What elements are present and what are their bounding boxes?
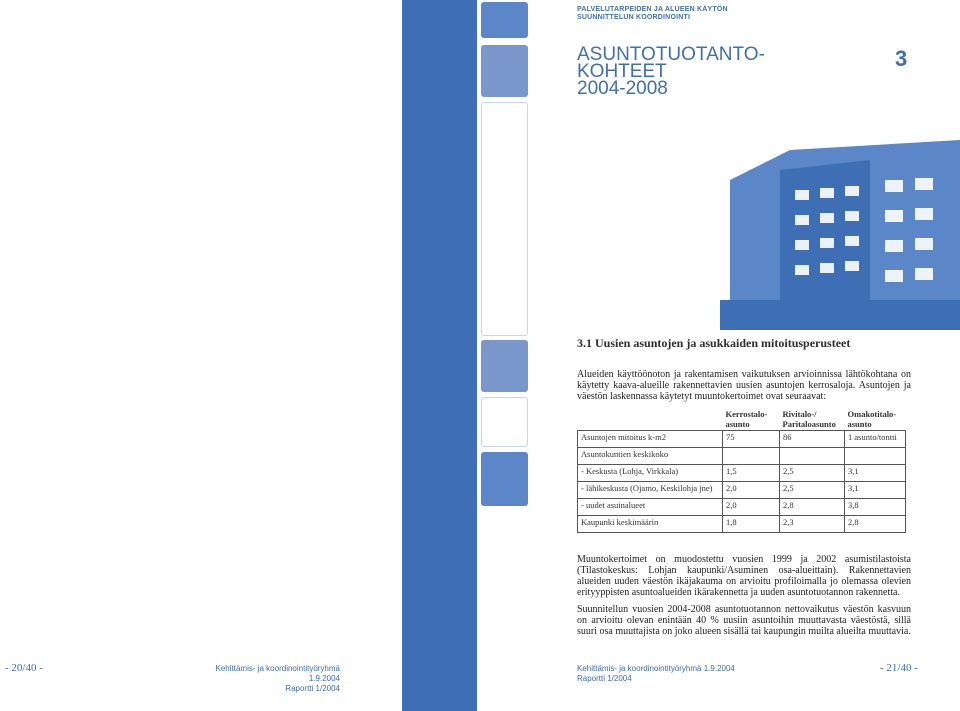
table-cell: Asuntokuntien keskikoko <box>578 448 723 465</box>
right-page-number: - 21/40 - <box>880 662 918 674</box>
table-cell: Asuntojen mitoitus k-m2 <box>578 431 723 448</box>
table-cell <box>723 448 780 465</box>
table-cell: 1 asunto/tontti <box>845 431 906 448</box>
conversion-table <box>577 408 906 533</box>
tab-6 <box>481 452 528 506</box>
title-line2: KOHTEET <box>577 61 667 82</box>
table-cell: - Keskusta (Lohja, Virkkala) <box>578 465 723 482</box>
table-cell: 2,8 <box>845 516 906 533</box>
table-cell: - lähikeskusta (Ojamo, Keskilohja jne) <box>578 482 723 499</box>
apartment-building-image <box>720 140 960 330</box>
table-row <box>578 448 906 465</box>
table-row <box>578 482 906 499</box>
table-cell: 1,5 <box>723 465 780 482</box>
title-line1: ASUNTOTUOTANTO- <box>577 44 765 65</box>
left-footer-line1: Kehittämis- ja koordinointityöryhmä 1.9.2004 <box>215 664 340 683</box>
right-footer <box>577 664 735 684</box>
table-cell: 2,0 <box>723 482 780 499</box>
table-row <box>578 499 906 516</box>
table-row <box>578 431 906 448</box>
running-header <box>577 6 728 22</box>
tab-4 <box>481 340 528 392</box>
running-header-line1: PALVELUTARPEIDEN JA ALUEEN KÄYTÖN <box>577 6 728 13</box>
table-cell <box>845 448 906 465</box>
table-cell: 75 <box>723 431 780 448</box>
table-cell: 2,3 <box>780 516 845 533</box>
tab-5 <box>481 397 528 447</box>
left-footer-line2: Raportti 1/2004 <box>285 684 340 693</box>
right-footer-line1: Kehittämis- ja koordinointityöryhmä 1.9.2004 <box>577 664 735 673</box>
left-page-number: - 20/40 - <box>5 662 43 674</box>
blue-spine <box>402 0 477 711</box>
table-cell: - uudet asuinalueet <box>578 499 723 516</box>
tab-3 <box>481 102 528 336</box>
table-cell: 3,8 <box>845 499 906 516</box>
table-header-row <box>578 408 906 431</box>
table-cell: 2,5 <box>780 482 845 499</box>
chapter-number: 3 <box>895 46 908 71</box>
table-cell: 1,8 <box>723 516 780 533</box>
table-cell: 86 <box>780 431 845 448</box>
table-cell: 2,5 <box>780 465 845 482</box>
table-cell: 2,0 <box>723 499 780 516</box>
paragraph-2: Muuntokertoimet on muodostettu vuosien 1999 ja 2002 asumistilastoista (Tilastokeskus: Lohjan kaupunki/Asuminen osa-alueittain). Rakennettavien alueiden uuden väestön ikäjakauma on arvioitu profiloimalla jo olemassa olevien erityyppisten asuntoalueiden ikärakennetta ja uuden asuntotuotannon rakennetta. <box>577 554 911 598</box>
table-header-kerrostalo: Kerrostalo- asunto <box>725 409 768 429</box>
table-cell: 3,1 <box>845 465 906 482</box>
title-line3: 2004-2008 <box>577 78 668 99</box>
paragraph-3: Suunnitellun vuosien 2004-2008 asuntotuotannon nettovaikutus väestön kasvuun on arvioitu olevan enintään 40 % uusiin asuntoihin muuttavasta väestöstä, sillä suuri osa muuttajista on joko alueen sisällä tai kaupungin muilta alueilta muuttavia. <box>577 604 911 637</box>
left-footer <box>200 664 340 694</box>
right-footer-line2: Raportti 1/2004 <box>577 674 632 683</box>
table-cell: 2,8 <box>780 499 845 516</box>
table-row <box>578 465 906 482</box>
table-cell <box>780 448 845 465</box>
table-header-omakotitalo: Omakotitalo- asunto <box>847 409 897 429</box>
intro-paragraph: Alueiden käyttöönoton ja rakentamisen vaikutuksen arvioinnissa lähtökohtana on käytetty kaava-alueille rakennettavien uusien asuntojen kerrosaloja. Asuntojen ja väestön laskennassa käytetyt muuntokertoimet ovat seuraavat: <box>577 369 911 402</box>
table-cell: 3,1 <box>845 482 906 499</box>
tab-2 <box>481 45 528 97</box>
tab-1 <box>481 2 528 38</box>
table-header-rivitalo: Rivitalo-/ Paritaloasunto <box>782 409 836 429</box>
section-heading: 3.1 Uusien asuntojen ja asukkaiden mitoitusperusteet <box>577 336 851 350</box>
table-header-empty <box>578 408 723 431</box>
chapter-title <box>577 46 777 97</box>
table-row <box>578 516 906 533</box>
running-header-line2: SUUNNITTELUN KOORDINOINTI <box>577 14 691 21</box>
table-cell: Kaupunki keskimäärin <box>578 516 723 533</box>
